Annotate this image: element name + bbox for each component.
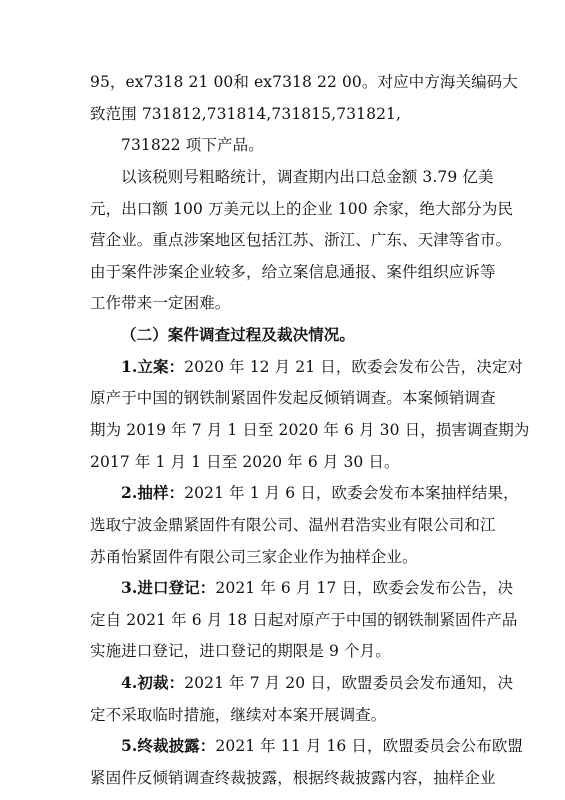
- text-line: 致范围 731812,731814,731815,731821,: [90, 105, 402, 123]
- text-line: 以该税则号粗略统计，调查期内出口总金额 3.79 亿美: [121, 168, 494, 186]
- text-line: 期为 2019 年 7 月 1 日至 2020 年 6 月 30 日，损害调查期为: [90, 421, 530, 439]
- text-line: [121, 578, 541, 598]
- item-label: 5.终裁披露：: [121, 736, 216, 755]
- text-run: 2021 年 6 月 17 日，欧委会发布公告，决: [215, 579, 514, 597]
- text-line: 95，ex7318 21 00和 ex7318 22 00。对应中方海关编码大: [90, 73, 518, 91]
- text-line: 原产于中国的钢铁制紧固件发起反倾销调查。本案倾销调查: [90, 389, 496, 407]
- text-run: 2020 年 12 月 21 日，欧委会发布公告，决定对: [184, 358, 524, 376]
- text-line: [121, 357, 541, 377]
- item-label: 1.立案：: [121, 357, 185, 376]
- text-line: [121, 483, 541, 503]
- text-line: [121, 673, 541, 693]
- text-run: 2021 年 11 月 16 日，欧盟委员会公布欧盟: [215, 737, 524, 755]
- text-line: 定自 2021 年 6 月 18 日起对原产于中国的钢铁制紧固件产品: [90, 611, 518, 629]
- section-heading: （二）案件调查过程及裁决情况。: [121, 325, 356, 344]
- text-line: 工作带来一定困难。: [90, 294, 231, 312]
- text-line: 元，出口额 100 万美元以上的企业 100 余家，绝大部分为民: [90, 200, 514, 218]
- text-line: 营企业。重点涉案地区包括江苏、浙江、广东、天津等省市。: [90, 231, 512, 249]
- text-line: 选取宁波金鼎紧固件有限公司、温州君浩实业有限公司和江: [90, 516, 496, 534]
- text-run: 2021 年 7 月 20 日，欧盟委员会发布通知，决: [184, 674, 514, 692]
- text-line: 2017 年 1 月 1 日至 2020 年 6 月 30 日。: [90, 453, 400, 471]
- text-line: 紧固件反倾销调查终裁披露，根据终裁披露内容，抽样企业: [90, 769, 496, 787]
- text-line: 731822 项下产品。: [121, 136, 264, 154]
- text-run: 2021 年 1 月 6 日，欧委会发布本案抽样结果，: [184, 484, 519, 502]
- item-label: 2.抽样：: [121, 483, 185, 502]
- text-line: 定不采取临时措施，继续对本案开展调查。: [90, 706, 387, 724]
- item-label: 4.初裁：: [121, 673, 185, 692]
- text-line: 由于案件涉案企业较多，给立案信息通报、案件组织应诉等: [90, 263, 496, 281]
- item-label: 3.进口登记：: [121, 578, 216, 597]
- text-line: [121, 736, 541, 756]
- text-line: 实施进口登记，进口登记的期限是 9 个月。: [90, 642, 391, 660]
- text-line: 苏甬怡紧固件有限公司三家企业作为抽样企业。: [90, 548, 418, 566]
